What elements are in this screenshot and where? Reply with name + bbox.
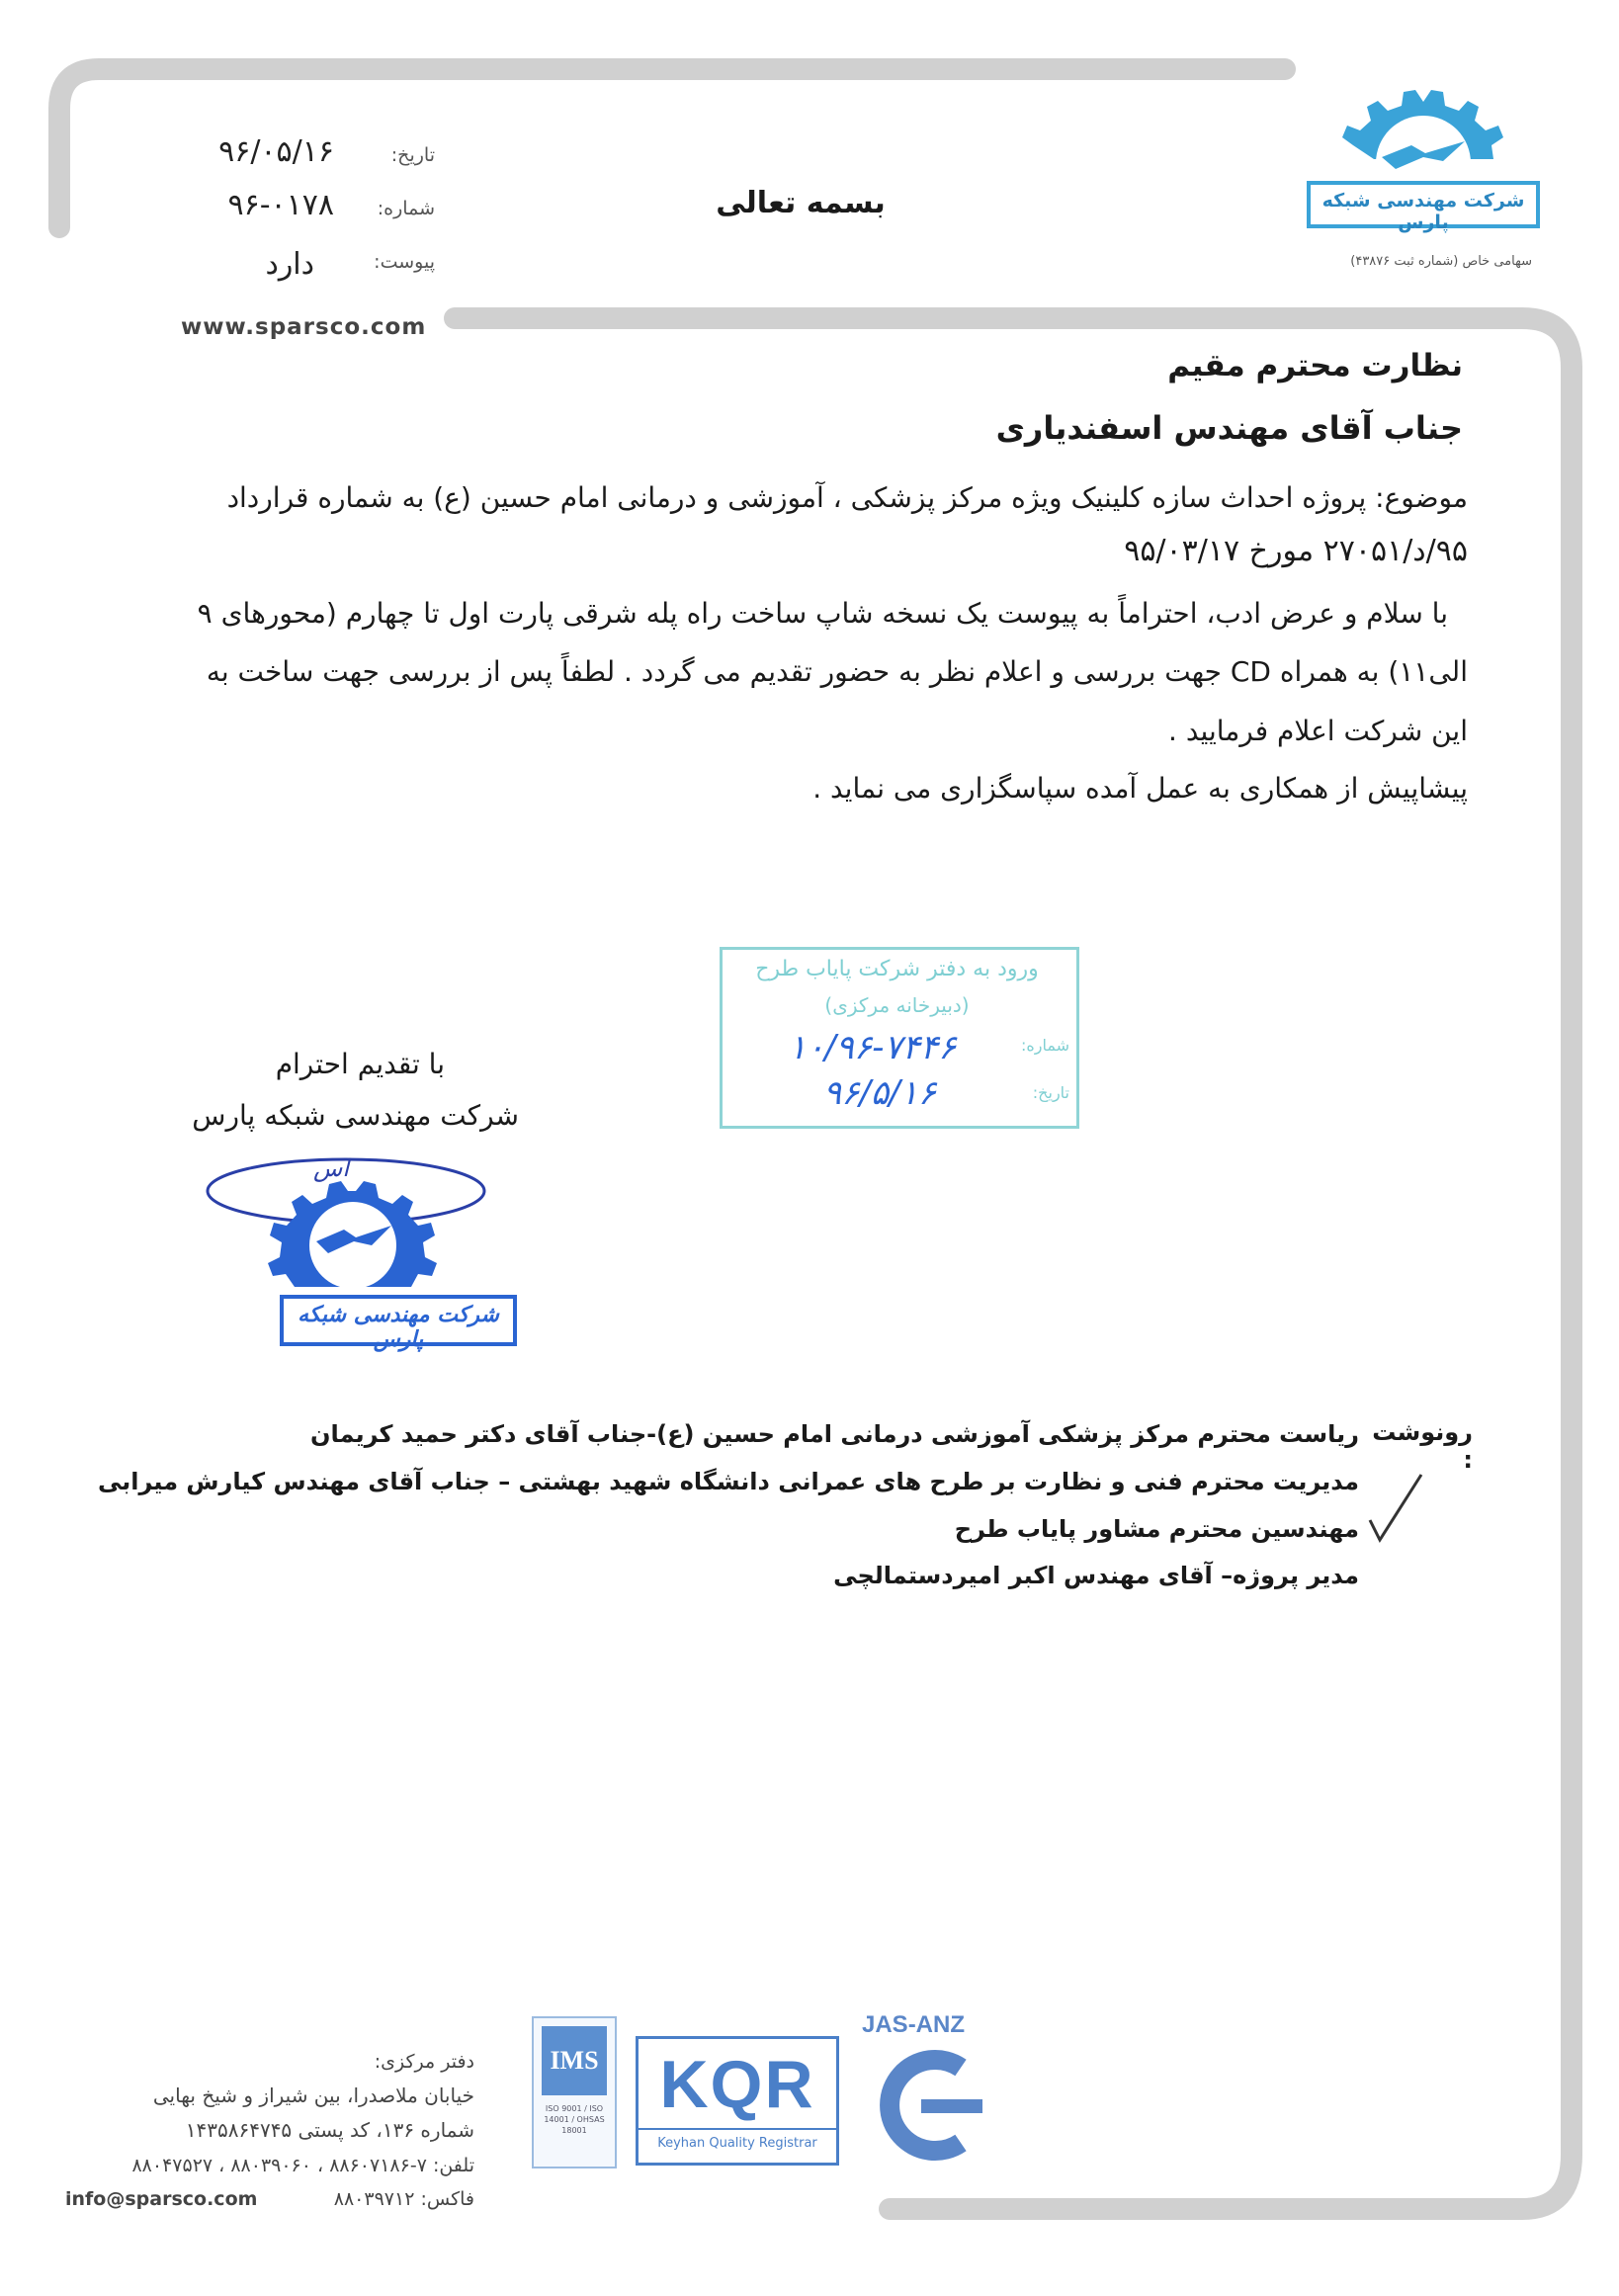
date-value: ۹۶/۰۵/۱۶ bbox=[218, 134, 334, 169]
phone-numbers: تلفن: ۷-۸۸۶۰۷۱۸۶ ، ۸۸۰۳۹۰۶۰ ، ۸۸۰۴۷۵۲۷ bbox=[131, 2155, 474, 2176]
cc-line-2: مدیریت محترم فنی و نظارت بر طرح های عمرانی دانشگاه شهید بهشتی – جناب آقای مهندس کیارش میرابی bbox=[97, 1468, 1359, 1495]
attachment-value: دارد bbox=[265, 247, 314, 282]
kqr-logo-label: KQR bbox=[659, 2047, 815, 2122]
closing-text: با تقدیم احترام bbox=[275, 1048, 445, 1080]
number-value: ۹۶-۰۱۷۸ bbox=[227, 188, 334, 222]
email-link[interactable]: info@sparsco.com bbox=[65, 2188, 258, 2210]
jas-anz-label: JAS-ANZ bbox=[862, 2011, 966, 2038]
checkmark-icon bbox=[1366, 1471, 1425, 1550]
recipient-line-1: نظارت محترم مقیم bbox=[1167, 348, 1463, 383]
website-link[interactable]: www.sparsco.com bbox=[181, 314, 427, 340]
incoming-stamp-date-label: تاریخ: bbox=[1032, 1083, 1069, 1102]
body-line-1: با سلام و عرض ادب، احتراماً به پیوست یک نسخه شاپ ساخت راه پله شرقی پارت اول تا چهارم (محورهای ۹ bbox=[197, 597, 1448, 630]
ims-logo-small: ISO 9001 / ISO 14001 / OHSAS 18001 bbox=[544, 2104, 605, 2135]
ims-logo bbox=[532, 2016, 617, 2168]
incoming-stamp-date: ۹۶/۵/۱۶ bbox=[822, 1073, 937, 1113]
handwritten-signature: اس bbox=[313, 1154, 349, 1182]
incoming-stamp-number: ۱۰/۹۶-۷۴۴۶ bbox=[788, 1028, 957, 1067]
signatory-company: شرکت مهندسی شبکه پارس bbox=[192, 1099, 519, 1132]
date-label: تاریخ: bbox=[390, 144, 435, 166]
incoming-stamp-subtitle: (دبیرخانه مرکزی) bbox=[824, 993, 970, 1017]
body-line-3: این شرکت اعلام فرمایید . bbox=[1168, 715, 1468, 747]
company-subtitle: سهامی خاص (شماره ثبت ۴۳۸۷۶) bbox=[1350, 254, 1532, 269]
incoming-stamp-title: ورود به دفتر شرکت پایاب طرح bbox=[755, 957, 1039, 981]
office-label: دفتر مرکزی: bbox=[374, 2051, 474, 2073]
cc-line-4: مدیر پروژه– آقای مهندس اکبر امیردستمالچی bbox=[833, 1562, 1359, 1589]
ims-logo-label: IMS bbox=[542, 2026, 607, 2095]
cc-line-3: مهندسین محترم مشاور پایاب طرح bbox=[954, 1515, 1359, 1543]
body-line-4: پیشاپیش از همکاری به عمل آمده سپاسگزاری می نماید . bbox=[812, 772, 1468, 805]
recipient-line-2: جناب آقای مهندس اسفندیاری bbox=[995, 409, 1463, 447]
cc-label: رونوشت : bbox=[1372, 1418, 1473, 1474]
subject-line-2: ۹۵/د/۲۷۰۵۱ مورخ ۹۵/۰۳/۱۷ bbox=[1124, 534, 1468, 568]
body-line-2: الی۱۱) به همراه CD جهت بررسی و اعلام نظر به حضور تقدیم می گردد . لطفاً پس از بررسی جهت ساخت به bbox=[206, 655, 1468, 688]
incoming-stamp-number-label: شماره: bbox=[1020, 1036, 1069, 1055]
address-line-2: شماره ۱۳۶، کد پستی ۱۴۳۵۸۶۴۷۴۵ bbox=[185, 2118, 474, 2142]
subject-line-1: موضوع: پروژه احداث سازه کلینیک ویژه مرکز پزشکی ، آموزشی و درمانی امام حسین (ع) به شماره قرارداد bbox=[226, 481, 1468, 514]
address-line-1: خیابان ملاصدرا، بین شیراز و شیخ بهایی bbox=[152, 2083, 474, 2107]
company-name: شرکت مهندسی شبکه پارس bbox=[1321, 190, 1525, 233]
basmala: بسمه تعالی bbox=[716, 186, 886, 220]
kqr-logo bbox=[636, 2036, 839, 2166]
signature-stamp-text: شرکت مهندسی شبکه پارس bbox=[298, 1303, 499, 1352]
attachment-label: پیوست: bbox=[374, 251, 435, 273]
fax-number: فاکس: ۸۸۰۳۹۷۱۲ bbox=[333, 2188, 474, 2210]
kqr-logo-sub: Keyhan Quality Registrar bbox=[639, 2128, 836, 2158]
number-label: شماره: bbox=[377, 198, 435, 219]
jas-anz-logo bbox=[862, 2046, 990, 2165]
cc-line-1: ریاست محترم مرکز پزشکی آموزشی درمانی امام حسین (ع)-جناب آقای دکتر حمید کریمان bbox=[310, 1420, 1359, 1448]
